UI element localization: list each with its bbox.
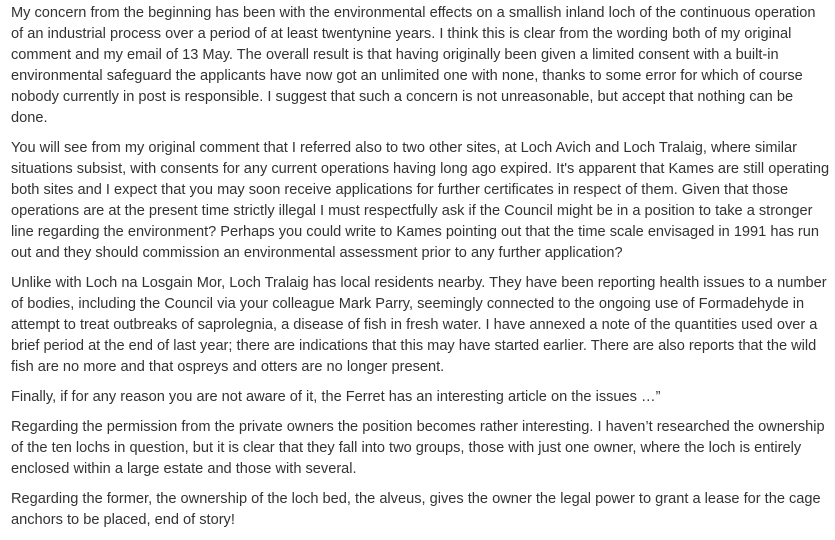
paragraph-ferret-article: Finally, if for any reason you are not aware of it, the Ferret has an interesting article on the issues …” (11, 389, 661, 405)
paragraph-other-sites: You will see from my original comment that I referred also to two other sites, at Loch Avich and Loch Tralaig, where similar situations subsist, with consents for any current operations having long ago expired. It's apparent that Kames are still operating both sites and I expect that you may soon receive applications for further certificates in respect of them. Given that those operations are at the present time strictly illegal I must respectfully ask if the Council might be in a position to take a stronger line regarding the environment? Perhaps you could write to Kames pointing out that the time scale envisaged in 1991 has run out and they should commission an environmental assessment prior to any further application? (11, 140, 830, 261)
paragraph-environmental-concern: My concern from the beginning has been with the environmental effects on a smallish inland loch of the continuous operation of an industrial process over a period of at least twentynine years. I think this is clear from the wording both of my original comment and my email of 13 May. The overall result is that having originally been given a limited consent with a built-in environmental safeguard the applicants have now got an unlimited one with none, thanks to some error for which of course nobody currently in post is responsible. I suggest that such a concern is not unreasonable, but accept that nothing can be done. (11, 5, 816, 126)
paragraph-loch-bed-ownership: Regarding the former, the ownership of the loch bed, the alveus, gives the owner the legal power to grant a lease for the cage anchors to be placed, end of story! (11, 491, 821, 528)
paragraph-loch-tralaig-health: Unlike with Loch na Losgain Mor, Loch Tralaig has local residents nearby. They have been reporting health issues to a number of bodies, including the Council via your colleague Mark Parry, seemingly connected to the ongoing use of Formadehyde in attempt to treat outbreaks of saprolegnia, a disease of fish in fresh water. I have annexed a note of the quantities used over a brief period at the end of last year; there are indications that this may have started earlier. There are also reports that the wild fish are no more and that ospreys and otters are no longer present. (11, 275, 827, 375)
document-body (11, 3, 831, 540)
paragraph-private-owners: Regarding the permission from the private owners the position becomes rather interesting. I haven’t researched the ownership of the ten lochs in question, but it is clear that they fall into two groups, those with just one owner, where the loch is entirely enclosed within a large estate and those with several. (11, 419, 825, 477)
